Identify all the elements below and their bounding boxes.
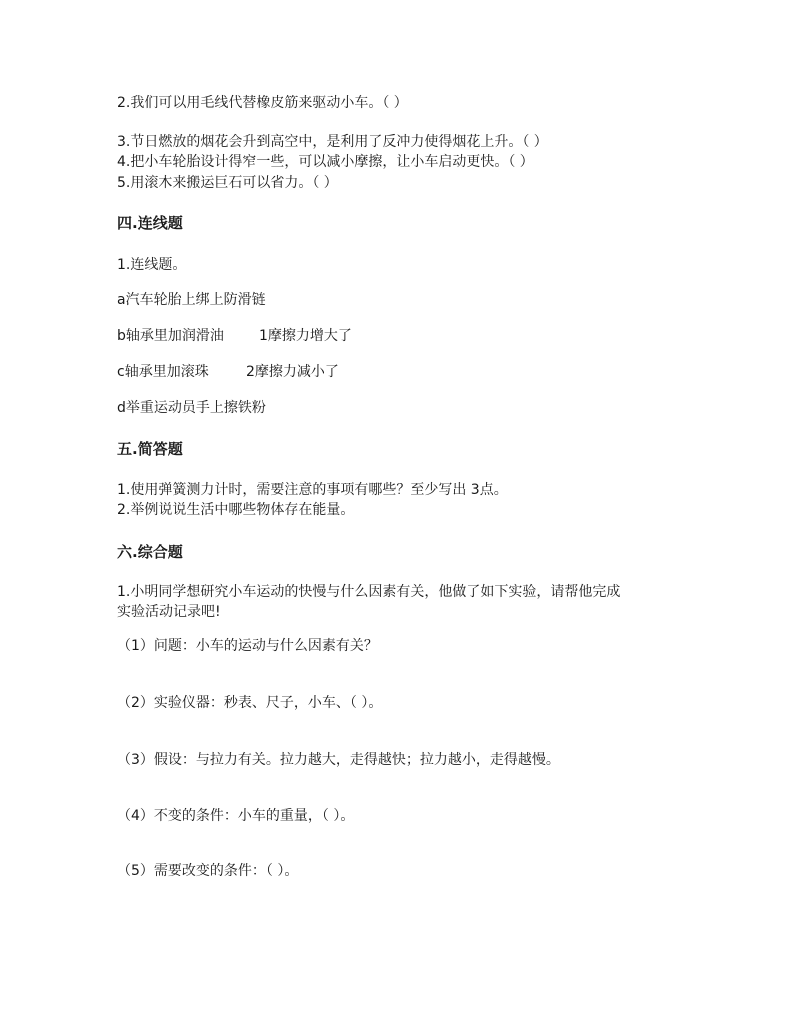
judge-item-3: 3.节日燃放的烟花会升到高空中，是利用了反冲力使得烟花上升。（ ） xyxy=(117,134,548,150)
short-answer-1: 1.使用弹簧测力计时，需要注意的事项有哪些？至少写出 3点。 xyxy=(117,482,508,498)
judge-item-2: 2.我们可以用毛线代替橡皮筋来驱动小车。（ ） xyxy=(117,95,408,111)
section4-question: 1.连线题。 xyxy=(117,257,187,273)
match-left-d: d举重运动员手上擦铁粉 xyxy=(117,400,266,416)
section6-intro-line1: 1.小明同学想研究小车运动的快慢与什么因素有关，他做了如下实验，请帮他完成 xyxy=(117,584,621,600)
judge-item-4: 4.把小车轮胎设计得窄一些，可以减小摩擦，让小车启动更快。（ ） xyxy=(117,154,534,170)
section4-heading: 四.连线题 xyxy=(117,214,183,232)
section6-heading: 六.综合题 xyxy=(117,543,183,561)
section6-subitem-1: （1）问题：小车的运动与什么因素有关？ xyxy=(117,638,378,654)
section6-subitem-2: （2）实验仪器：秒表、尺子，小车、（ ）。 xyxy=(117,695,383,711)
match-left-c: c轴承里加滚珠 xyxy=(117,364,209,380)
match-left-a: a汽车轮胎上绑上防滑链 xyxy=(117,292,266,308)
judge-item-5: 5.用滚木来搬运巨石可以省力。（ ） xyxy=(117,175,338,191)
short-answer-2: 2.举例说说生活中哪些物体存在能量。 xyxy=(117,502,355,518)
match-left-b: b轴承里加润滑油 xyxy=(117,328,224,344)
match-right-2: 2摩擦力减小了 xyxy=(246,364,339,380)
section5-heading: 五.简答题 xyxy=(117,440,183,458)
section6-intro-line2: 实验活动记录吧! xyxy=(117,604,221,620)
section6-subitem-4: （4）不变的条件：小车的重量，（ ）。 xyxy=(117,808,355,824)
match-right-1: 1摩擦力增大了 xyxy=(259,328,352,344)
section6-subitem-5: （5）需要改变的条件：（ ）。 xyxy=(117,863,299,879)
section6-subitem-3: （3）假设：与拉力有关。拉力越大，走得越快；拉力越小，走得越慢。 xyxy=(117,752,560,768)
